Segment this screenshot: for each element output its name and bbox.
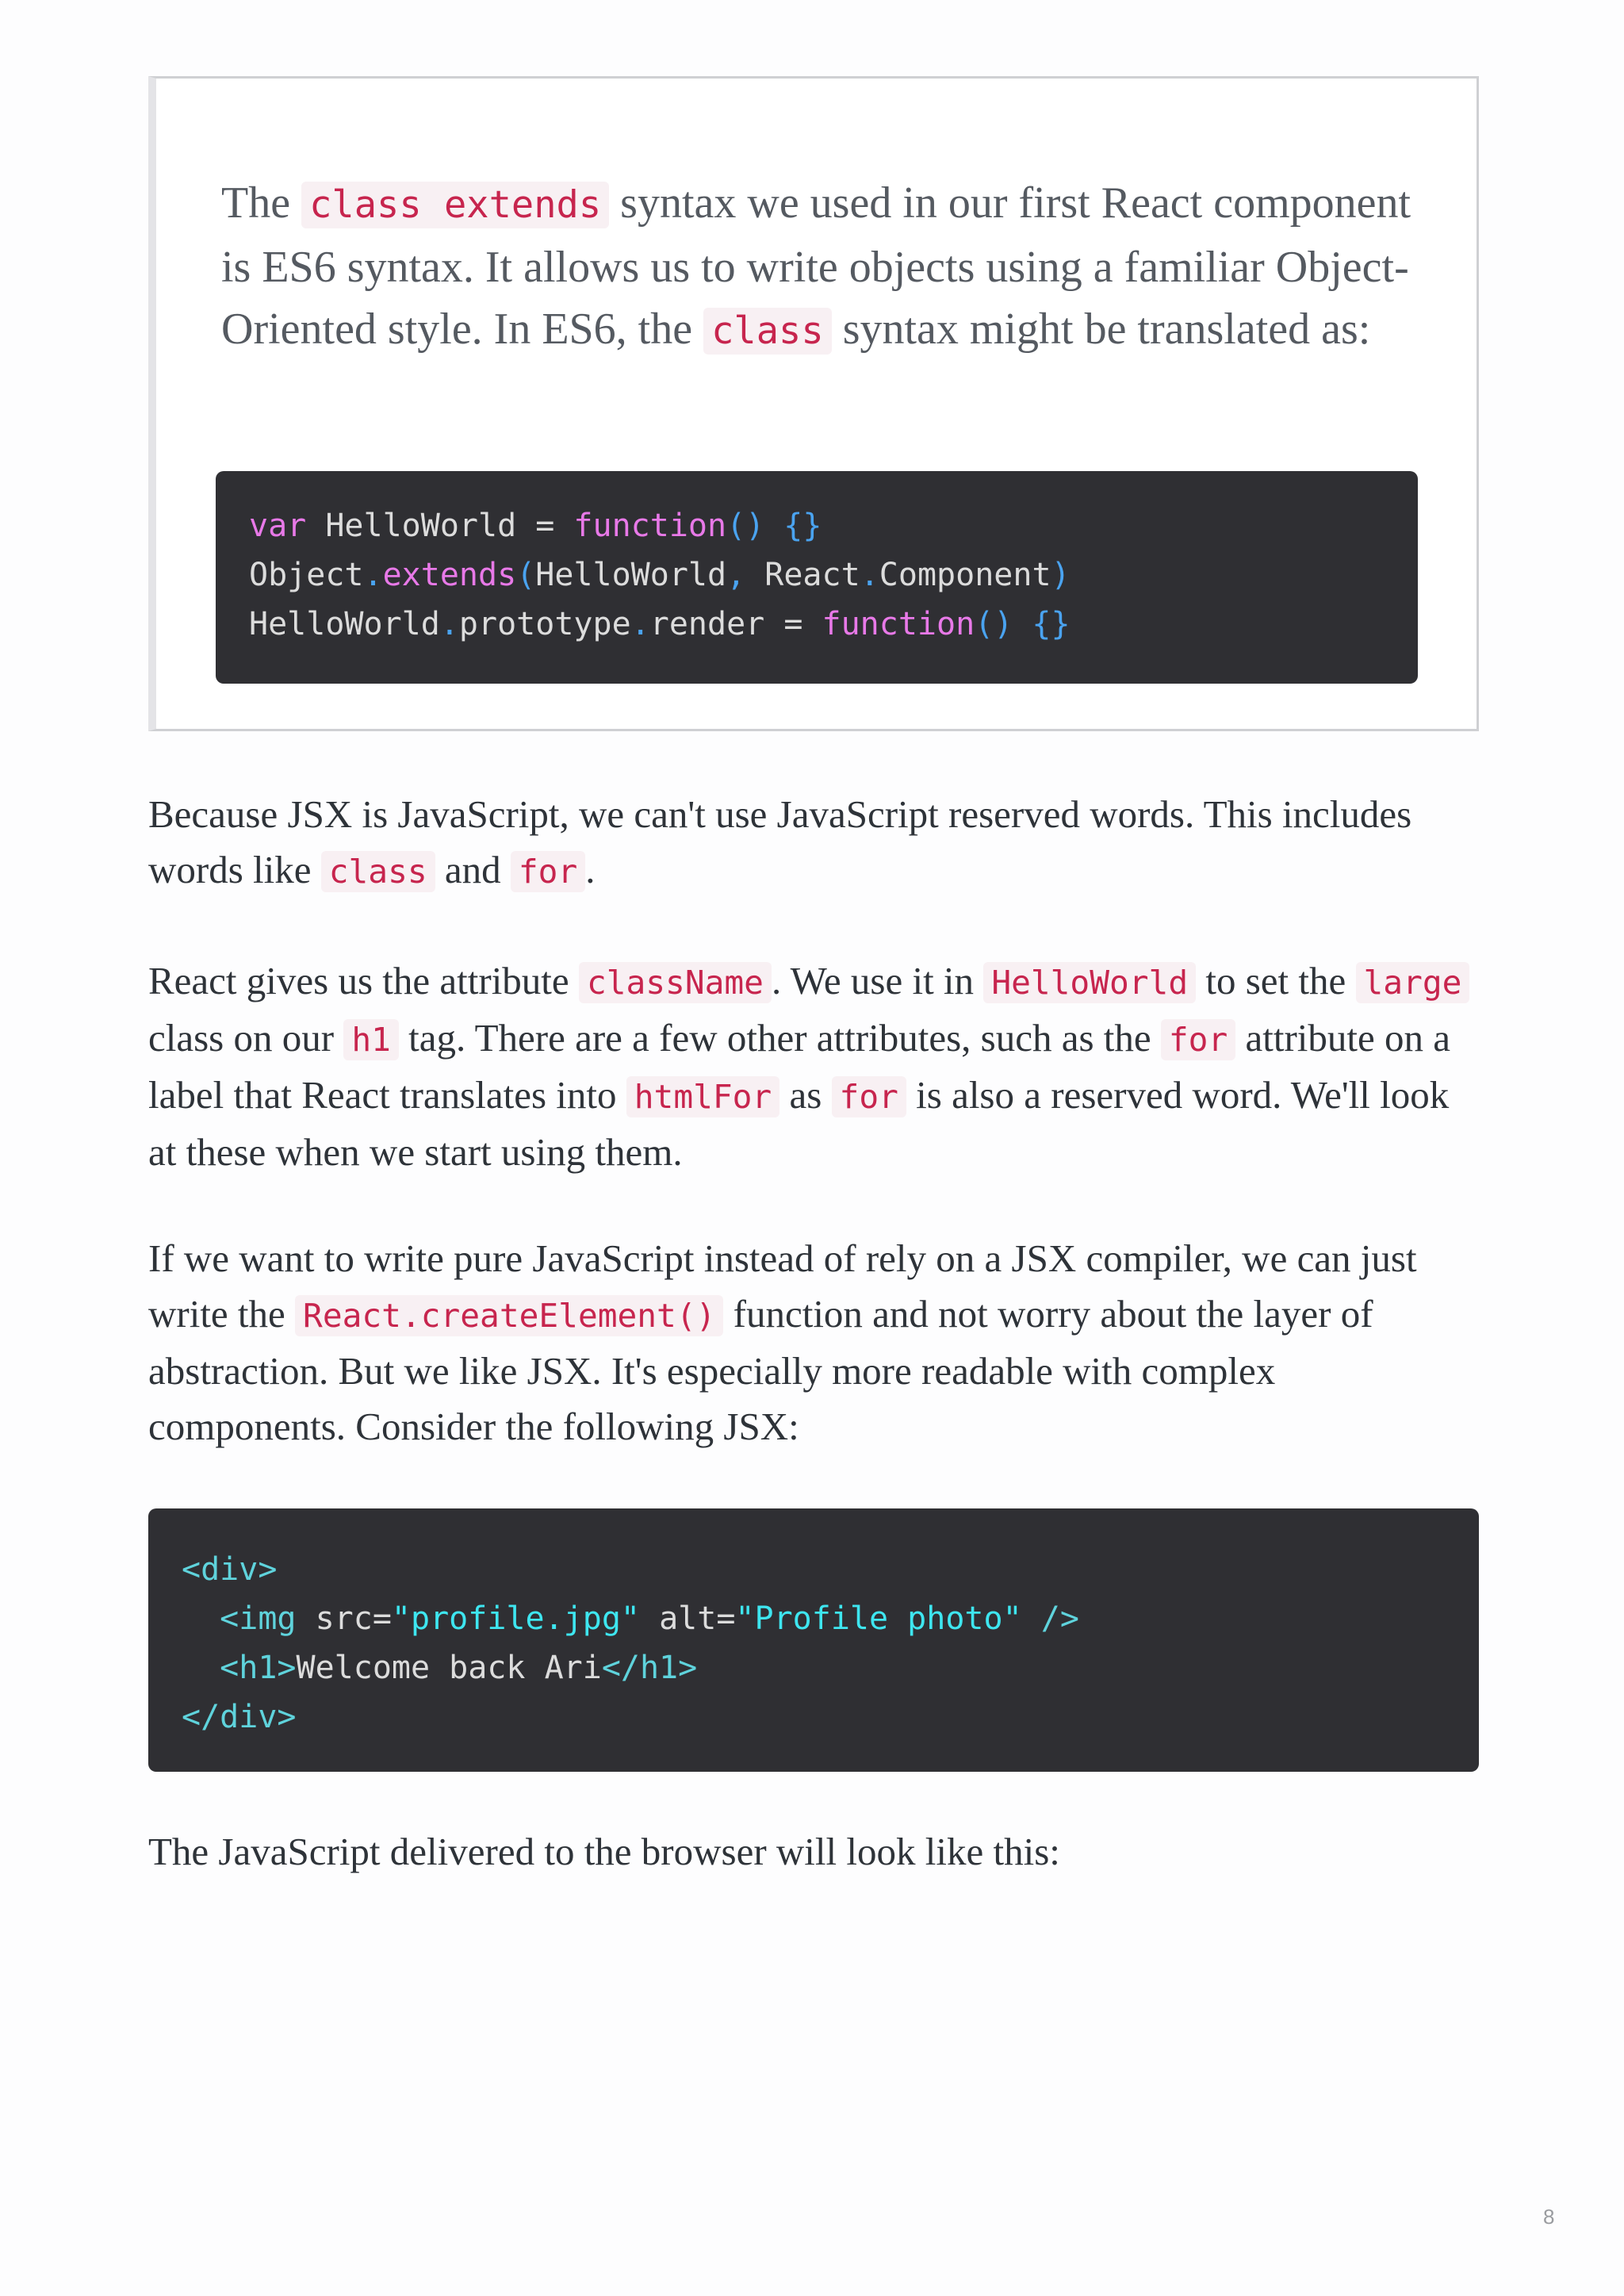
inline-code: className bbox=[579, 962, 772, 1003]
code-line: </div> bbox=[182, 1699, 297, 1735]
inline-code: large bbox=[1356, 962, 1470, 1003]
inline-code: h1 bbox=[343, 1019, 399, 1060]
paragraph-reserved-words: Because JSX is JavaScript, we can't use JavaScript reserved words. This includes words like class and for . bbox=[148, 792, 1412, 891]
code-line: <img src="profile.jpg" alt="Profile photo" /> bbox=[220, 1600, 1079, 1637]
inline-code: HelloWorld bbox=[983, 962, 1196, 1003]
page-number: 8 bbox=[1543, 2205, 1555, 2229]
paragraph-browser-output: The JavaScript delivered to the browser will look like this: bbox=[148, 1830, 1060, 1873]
code-block-es6 bbox=[216, 471, 1418, 684]
inline-code: React.createElement() bbox=[295, 1295, 723, 1336]
paragraph-create-element: If we want to write pure JavaScript instead of rely on a JSX compiler, we can just write the React.createElement() function and not worry about the layer of abstraction. But we like JSX. It's especially more readable with complex components. Consider the following JSX: bbox=[148, 1236, 1417, 1448]
inline-code: for bbox=[1161, 1019, 1235, 1060]
inline-code: class bbox=[703, 308, 832, 355]
inline-code: for bbox=[511, 851, 585, 892]
callout-text: The class extends syntax we used in our first React component is ES6 syntax. It allows us to write objects using a familiar Object-Oriented style. In ES6, the class syntax might be translated as: bbox=[221, 178, 1411, 354]
paragraph-classname: React gives us the attribute className . We use it in HelloWorld to set the large class on our h1 tag. There are a few other attributes, such as the for attribute on a label that React translates into htmlFor as for is also a reserved word. We'll look at these when we start using them. bbox=[148, 953, 1480, 1180]
code-line: HelloWorld.prototype.render = function() {} bbox=[249, 606, 1071, 642]
code-line: var HelloWorld = function() {} bbox=[249, 508, 822, 544]
code-line: <h1>Welcome back Ari</h1> bbox=[220, 1650, 698, 1686]
code-line: Object.extends(HelloWorld, React.Component) bbox=[249, 557, 1071, 593]
code-block-jsx bbox=[148, 1508, 1479, 1772]
code-line: <div> bbox=[182, 1551, 278, 1588]
inline-code: class extends bbox=[301, 182, 609, 228]
inline-code: htmlFor bbox=[626, 1076, 779, 1117]
inline-code: class bbox=[321, 851, 435, 892]
inline-code: for bbox=[832, 1076, 906, 1117]
